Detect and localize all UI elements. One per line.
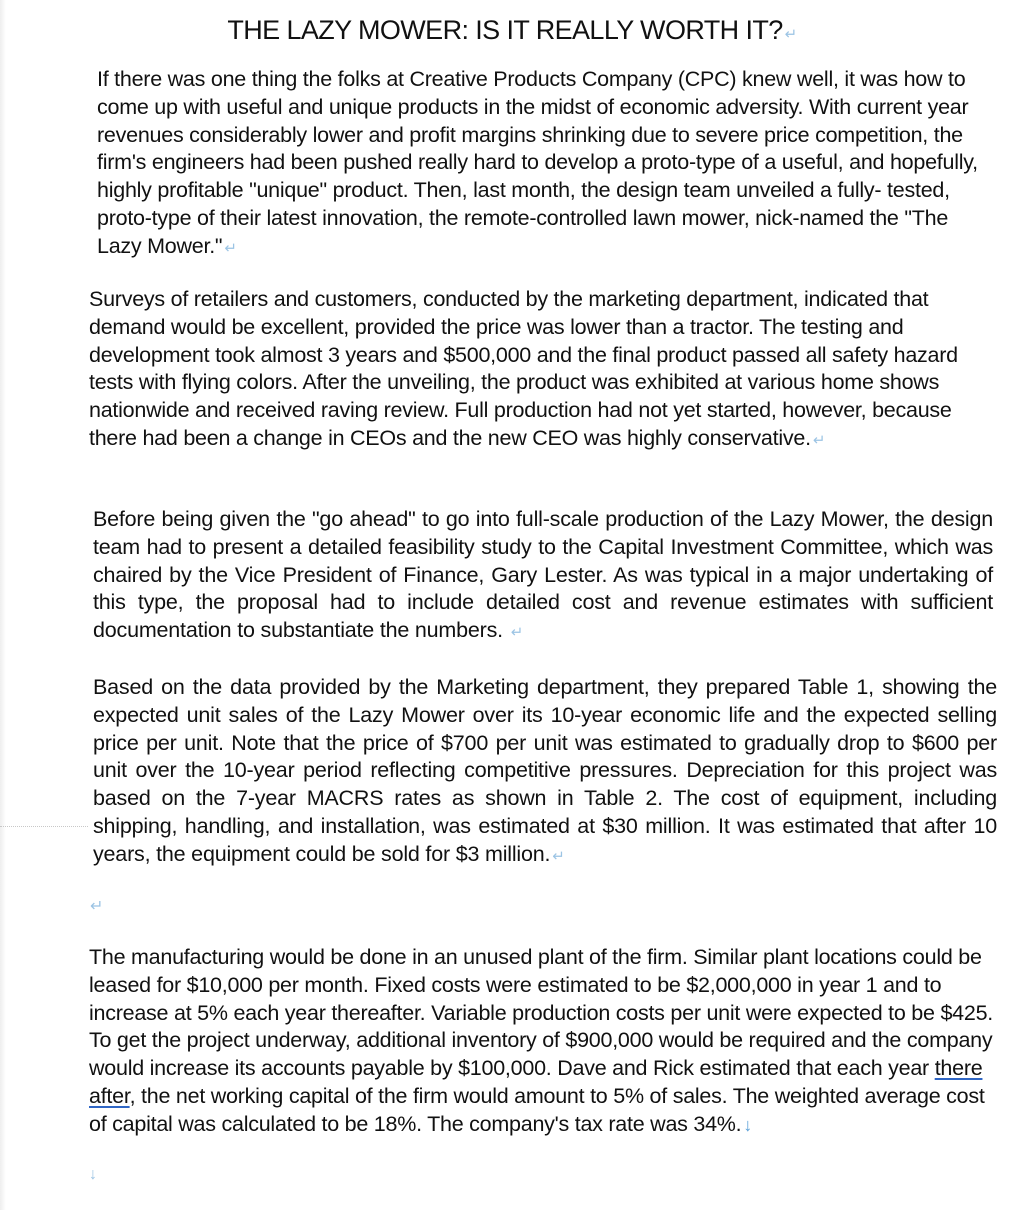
paragraph-mark-icon: ↵ [224,239,237,257]
title-text: THE LAZY MOWER: IS IT REALLY WORTH IT? [227,15,783,45]
document-title[interactable] [0,12,1024,53]
paragraph-1[interactable] [97,66,997,263]
paragraph-5[interactable] [89,944,1004,1140]
paragraph-text: Surveys of retailers and customers, conducted by the marketing department, indicated that demand would be excellent, provided the price was lower than a tractor. The testing and development took almost 3 years and $500,000 and the final product passed all safety hazard tests with flying colors. After the unveiling, the product was exhibited at various home shows nationwide and received raving review. Full production had not yet started, however, because there had been a change in CEOs and the new CEO was highly conservative. [89,287,958,450]
paragraph-mark-icon: ↵ [552,847,565,865]
paragraph-4[interactable] [93,674,997,871]
line-break-mark-icon: ↓ [743,1114,753,1135]
paragraph-mark-icon: ↵ [812,431,826,449]
spellcheck-flagged-text[interactable]: there after [89,1056,983,1108]
paragraph-text-after: , the net working capital of the firm would amount to 5% of sales. The weighted average cost of capital was calculated to be 18%. The company's tax rate was 34%. [89,1083,985,1136]
paragraph-3[interactable] [93,506,993,647]
paragraph-mark-icon: ↵ [510,624,524,642]
paragraph-text: Based on the data provided by the Marketing department, they prepared Table 1, showing the expected unit sales of the Lazy Mower over its 10-year economic life and the expected selling price per unit. Note that the price of $700 per unit was estimated to gradually drop to $600 per unit over the 10-year period reflecting competitive pressures. Depreciation for this project was based on the 7-year MACRS rates as shown in Table 2. The cost of equipment, including shipping, handling, and installation, was estimated at $30 million. It was estimated that after 10 years, the equipment could be sold for $3 million. [93,675,997,866]
paragraph-text: If there was one thing the folks at Creative Products Company (CPC) knew well, it was how to come up with useful and unique products in the midst of economic adversity. With current year revenues considerably lower and profit margins shrinking due to severe price competition, the firm's engineers had been pushed really hard to develop a proto-type of a useful, and hopefully, highly profitable "unique" product. Then, last month, the design team unveiled a fully- tested, proto-type of their latest innovation, the remote-controlled lawn mower, nick-named the "The Lazy Mower." [97,67,978,258]
empty-line-break-mark-icon: ↓ [89,1166,97,1183]
paragraph-text-before: The manufacturing would be done in an unused plant of the firm. Similar plant locations could be leased for $10,000 per month. Fixed costs were estimated to be $2,000,000 in year 1 and to increase at 5% each year thereafter. Variable production costs per unit were expected to be $425. To get the project underway, additional inventory of $900,000 would be required and the company would increase its accounts payable by $100,000. Dave and Rick estimated that each year [89,945,993,1081]
margin-guide [0,826,88,827]
empty-paragraph-mark-icon: ↵ [90,898,104,915]
paragraph-2[interactable] [89,286,1004,455]
page-edge-shadow [0,0,6,1210]
paragraph-mark-icon: ↵ [784,26,797,43]
paragraph-text: Before being given the "go ahead" to go into full-scale production of the Lazy Mower, the design team had to present a detailed feasibility study to the Capital Investment Committee, which was chaired by the Vice President of Finance, Gary Lester. As was typical in a major undertaking of this type, the proposal had to include detailed cost and revenue estimates with sufficient documentation to substantiate the numbers. [93,507,993,643]
